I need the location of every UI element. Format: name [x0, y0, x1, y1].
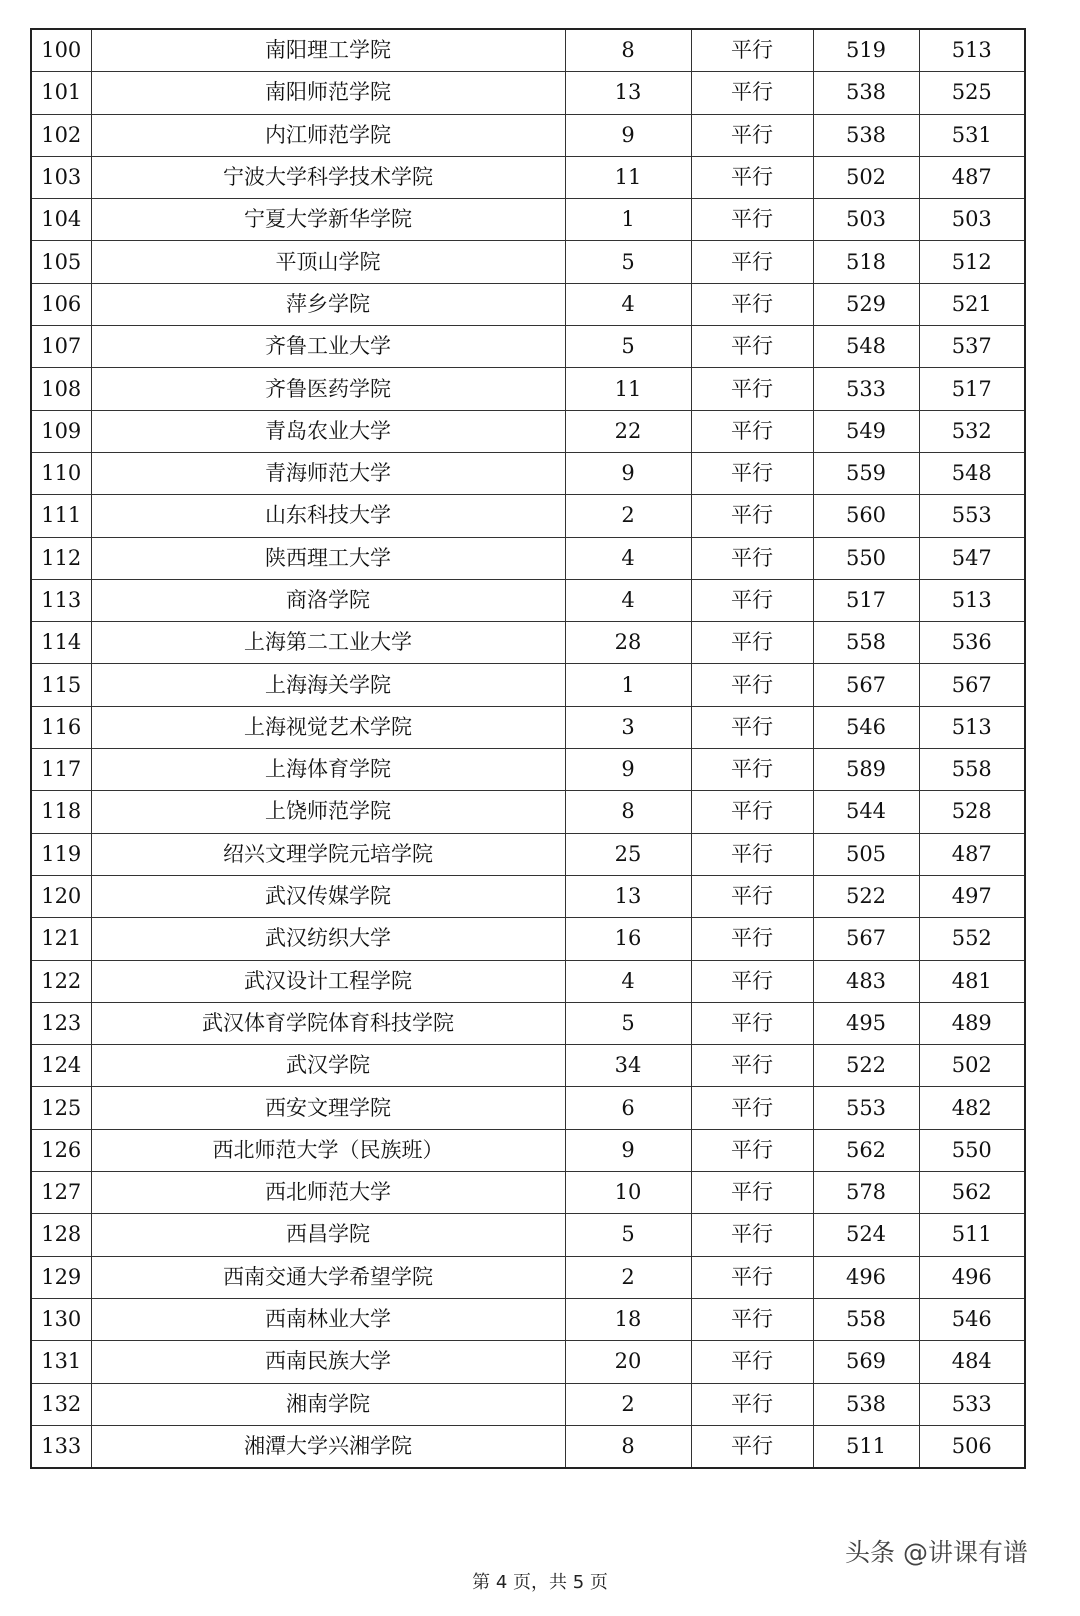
cell-school-name: 平顶山学院 [91, 241, 565, 283]
cell-min-score: 481 [919, 960, 1025, 1002]
cell-plan-count: 1 [565, 664, 691, 706]
cell-index: 111 [31, 495, 91, 537]
cell-school-name: 内江师范学院 [91, 114, 565, 156]
cell-batch-type: 平行 [691, 875, 813, 917]
cell-max-score: 567 [813, 664, 919, 706]
table-row [31, 1129, 1025, 1171]
table-row [31, 1045, 1025, 1087]
cell-min-score: 528 [919, 791, 1025, 833]
cell-school-name: 齐鲁工业大学 [91, 326, 565, 368]
cell-batch-type: 平行 [691, 664, 813, 706]
cell-index: 125 [31, 1087, 91, 1129]
cell-max-score: 533 [813, 368, 919, 410]
cell-max-score: 558 [813, 1298, 919, 1340]
table-row [31, 1256, 1025, 1298]
cell-max-score: 522 [813, 875, 919, 917]
cell-school-name: 萍乡学院 [91, 283, 565, 325]
table-row [31, 749, 1025, 791]
cell-max-score: 518 [813, 241, 919, 283]
table-row [31, 368, 1025, 410]
cell-batch-type: 平行 [691, 1256, 813, 1298]
cell-index: 132 [31, 1383, 91, 1425]
cell-batch-type: 平行 [691, 452, 813, 494]
cell-batch-type: 平行 [691, 199, 813, 241]
cell-school-name: 西北师范大学（民族班） [91, 1129, 565, 1171]
cell-plan-count: 1 [565, 199, 691, 241]
cell-school-name: 武汉传媒学院 [91, 875, 565, 917]
cell-batch-type: 平行 [691, 706, 813, 748]
cell-max-score: 505 [813, 833, 919, 875]
cell-plan-count: 8 [565, 1425, 691, 1468]
cell-min-score: 532 [919, 410, 1025, 452]
cell-index: 117 [31, 749, 91, 791]
cell-batch-type: 平行 [691, 1214, 813, 1256]
table-row [31, 1214, 1025, 1256]
cell-max-score: 524 [813, 1214, 919, 1256]
cell-min-score: 567 [919, 664, 1025, 706]
cell-index: 122 [31, 960, 91, 1002]
cell-school-name: 青海师范大学 [91, 452, 565, 494]
cell-min-score: 496 [919, 1256, 1025, 1298]
cell-school-name: 南阳师范学院 [91, 72, 565, 114]
cell-min-score: 537 [919, 326, 1025, 368]
cell-batch-type: 平行 [691, 410, 813, 452]
cell-max-score: 562 [813, 1129, 919, 1171]
cell-batch-type: 平行 [691, 1002, 813, 1044]
cell-school-name: 武汉学院 [91, 1045, 565, 1087]
cell-plan-count: 3 [565, 706, 691, 748]
cell-school-name: 上海海关学院 [91, 664, 565, 706]
table-row [31, 29, 1025, 72]
cell-school-name: 齐鲁医药学院 [91, 368, 565, 410]
table-row [31, 156, 1025, 198]
cell-max-score: 569 [813, 1341, 919, 1383]
cell-batch-type: 平行 [691, 537, 813, 579]
cell-min-score: 550 [919, 1129, 1025, 1171]
table-row [31, 283, 1025, 325]
cell-batch-type: 平行 [691, 1087, 813, 1129]
cell-plan-count: 16 [565, 918, 691, 960]
cell-min-score: 553 [919, 495, 1025, 537]
cell-max-score: 558 [813, 622, 919, 664]
cell-plan-count: 5 [565, 1002, 691, 1044]
cell-min-score: 547 [919, 537, 1025, 579]
table-row [31, 1425, 1025, 1468]
cell-batch-type: 平行 [691, 1129, 813, 1171]
cell-max-score: 517 [813, 579, 919, 621]
cell-plan-count: 4 [565, 960, 691, 1002]
cell-index: 131 [31, 1341, 91, 1383]
cell-max-score: 522 [813, 1045, 919, 1087]
cell-plan-count: 2 [565, 1383, 691, 1425]
table-row [31, 326, 1025, 368]
cell-plan-count: 8 [565, 791, 691, 833]
cell-school-name: 青岛农业大学 [91, 410, 565, 452]
cell-index: 129 [31, 1256, 91, 1298]
cell-min-score: 531 [919, 114, 1025, 156]
cell-batch-type: 平行 [691, 1298, 813, 1340]
cell-index: 124 [31, 1045, 91, 1087]
cell-index: 112 [31, 537, 91, 579]
table-row [31, 918, 1025, 960]
cell-index: 106 [31, 283, 91, 325]
cell-plan-count: 8 [565, 29, 691, 72]
cell-school-name: 上海第二工业大学 [91, 622, 565, 664]
cell-plan-count: 5 [565, 241, 691, 283]
cell-min-score: 512 [919, 241, 1025, 283]
cell-plan-count: 22 [565, 410, 691, 452]
cell-batch-type: 平行 [691, 114, 813, 156]
cell-index: 110 [31, 452, 91, 494]
cell-index: 114 [31, 622, 91, 664]
cell-batch-type: 平行 [691, 283, 813, 325]
cell-index: 127 [31, 1172, 91, 1214]
table-row [31, 1002, 1025, 1044]
cell-index: 120 [31, 875, 91, 917]
cell-school-name: 湘南学院 [91, 1383, 565, 1425]
cell-min-score: 511 [919, 1214, 1025, 1256]
cell-school-name: 西南林业大学 [91, 1298, 565, 1340]
table-row [31, 706, 1025, 748]
cell-min-score: 562 [919, 1172, 1025, 1214]
table-row [31, 1341, 1025, 1383]
cell-min-score: 533 [919, 1383, 1025, 1425]
cell-min-score: 489 [919, 1002, 1025, 1044]
cell-plan-count: 11 [565, 156, 691, 198]
cell-batch-type: 平行 [691, 1383, 813, 1425]
cell-school-name: 上饶师范学院 [91, 791, 565, 833]
cell-plan-count: 2 [565, 495, 691, 537]
cell-max-score: 560 [813, 495, 919, 537]
cell-max-score: 529 [813, 283, 919, 325]
cell-min-score: 517 [919, 368, 1025, 410]
cell-plan-count: 9 [565, 1129, 691, 1171]
cell-max-score: 519 [813, 29, 919, 72]
cell-index: 130 [31, 1298, 91, 1340]
cell-plan-count: 9 [565, 452, 691, 494]
cell-index: 118 [31, 791, 91, 833]
cell-min-score: 525 [919, 72, 1025, 114]
cell-min-score: 506 [919, 1425, 1025, 1468]
cell-school-name: 西昌学院 [91, 1214, 565, 1256]
cell-index: 100 [31, 29, 91, 72]
cell-batch-type: 平行 [691, 1341, 813, 1383]
table-row [31, 1298, 1025, 1340]
cell-min-score: 497 [919, 875, 1025, 917]
cell-school-name: 西安文理学院 [91, 1087, 565, 1129]
cell-min-score: 487 [919, 833, 1025, 875]
cell-max-score: 578 [813, 1172, 919, 1214]
cell-min-score: 546 [919, 1298, 1025, 1340]
cell-school-name: 武汉体育学院体育科技学院 [91, 1002, 565, 1044]
cell-batch-type: 平行 [691, 1425, 813, 1468]
cell-plan-count: 10 [565, 1172, 691, 1214]
cell-index: 126 [31, 1129, 91, 1171]
watermark-text: 头条 @讲课有谱 [845, 1538, 1028, 1567]
cell-min-score: 503 [919, 199, 1025, 241]
cell-max-score: 589 [813, 749, 919, 791]
cell-index: 104 [31, 199, 91, 241]
table-body [31, 29, 1025, 1468]
cell-plan-count: 13 [565, 72, 691, 114]
cell-school-name: 上海视觉艺术学院 [91, 706, 565, 748]
cell-index: 109 [31, 410, 91, 452]
cell-batch-type: 平行 [691, 791, 813, 833]
cell-index: 101 [31, 72, 91, 114]
cell-batch-type: 平行 [691, 156, 813, 198]
cell-max-score: 559 [813, 452, 919, 494]
cell-max-score: 483 [813, 960, 919, 1002]
cell-batch-type: 平行 [691, 1045, 813, 1087]
cell-school-name: 上海体育学院 [91, 749, 565, 791]
cell-batch-type: 平行 [691, 72, 813, 114]
table-row [31, 452, 1025, 494]
table-row [31, 537, 1025, 579]
cell-max-score: 567 [813, 918, 919, 960]
cell-index: 102 [31, 114, 91, 156]
table-row [31, 622, 1025, 664]
cell-plan-count: 5 [565, 1214, 691, 1256]
cell-max-score: 544 [813, 791, 919, 833]
cell-min-score: 548 [919, 452, 1025, 494]
cell-school-name: 南阳理工学院 [91, 29, 565, 72]
cell-batch-type: 平行 [691, 960, 813, 1002]
cell-max-score: 538 [813, 72, 919, 114]
cell-max-score: 548 [813, 326, 919, 368]
cell-max-score: 503 [813, 199, 919, 241]
table-row [31, 579, 1025, 621]
cell-min-score: 484 [919, 1341, 1025, 1383]
cell-index: 119 [31, 833, 91, 875]
cell-max-score: 511 [813, 1425, 919, 1468]
table-row [31, 875, 1025, 917]
cell-school-name: 湘潭大学兴湘学院 [91, 1425, 565, 1468]
cell-school-name: 武汉设计工程学院 [91, 960, 565, 1002]
table-row [31, 495, 1025, 537]
cell-index: 108 [31, 368, 91, 410]
cell-school-name: 宁波大学科学技术学院 [91, 156, 565, 198]
cell-index: 121 [31, 918, 91, 960]
cell-batch-type: 平行 [691, 29, 813, 72]
cell-batch-type: 平行 [691, 749, 813, 791]
table-row [31, 1172, 1025, 1214]
cell-min-score: 552 [919, 918, 1025, 960]
cell-min-score: 513 [919, 29, 1025, 72]
cell-plan-count: 9 [565, 114, 691, 156]
cell-school-name: 宁夏大学新华学院 [91, 199, 565, 241]
cell-plan-count: 11 [565, 368, 691, 410]
cell-max-score: 496 [813, 1256, 919, 1298]
table-row [31, 72, 1025, 114]
cell-min-score: 558 [919, 749, 1025, 791]
cell-plan-count: 25 [565, 833, 691, 875]
cell-index: 116 [31, 706, 91, 748]
cell-min-score: 502 [919, 1045, 1025, 1087]
cell-max-score: 549 [813, 410, 919, 452]
cell-index: 128 [31, 1214, 91, 1256]
table-row [31, 960, 1025, 1002]
cell-index: 113 [31, 579, 91, 621]
admission-table-container [30, 28, 1024, 1469]
cell-school-name: 西北师范大学 [91, 1172, 565, 1214]
cell-index: 123 [31, 1002, 91, 1044]
cell-max-score: 495 [813, 1002, 919, 1044]
cell-school-name: 山东科技大学 [91, 495, 565, 537]
cell-batch-type: 平行 [691, 495, 813, 537]
cell-school-name: 绍兴文理学院元培学院 [91, 833, 565, 875]
cell-min-score: 536 [919, 622, 1025, 664]
cell-index: 133 [31, 1425, 91, 1468]
table-row [31, 1383, 1025, 1425]
cell-batch-type: 平行 [691, 326, 813, 368]
admission-table [30, 28, 1026, 1469]
table-row [31, 664, 1025, 706]
cell-school-name: 商洛学院 [91, 579, 565, 621]
cell-plan-count: 4 [565, 283, 691, 325]
cell-plan-count: 34 [565, 1045, 691, 1087]
cell-max-score: 538 [813, 114, 919, 156]
cell-index: 107 [31, 326, 91, 368]
cell-batch-type: 平行 [691, 833, 813, 875]
cell-batch-type: 平行 [691, 1172, 813, 1214]
cell-min-score: 487 [919, 156, 1025, 198]
cell-plan-count: 4 [565, 579, 691, 621]
cell-max-score: 550 [813, 537, 919, 579]
table-row [31, 410, 1025, 452]
cell-plan-count: 2 [565, 1256, 691, 1298]
table-row [31, 1087, 1025, 1129]
cell-max-score: 546 [813, 706, 919, 748]
cell-batch-type: 平行 [691, 622, 813, 664]
table-row [31, 241, 1025, 283]
page-number-footer: 第 4 页，共 5 页 [472, 1572, 608, 1593]
cell-plan-count: 4 [565, 537, 691, 579]
cell-max-score: 538 [813, 1383, 919, 1425]
cell-max-score: 553 [813, 1087, 919, 1129]
cell-plan-count: 18 [565, 1298, 691, 1340]
cell-plan-count: 9 [565, 749, 691, 791]
table-row [31, 833, 1025, 875]
cell-min-score: 521 [919, 283, 1025, 325]
cell-plan-count: 20 [565, 1341, 691, 1383]
cell-plan-count: 28 [565, 622, 691, 664]
cell-batch-type: 平行 [691, 579, 813, 621]
cell-school-name: 武汉纺织大学 [91, 918, 565, 960]
table-row [31, 199, 1025, 241]
cell-index: 103 [31, 156, 91, 198]
cell-min-score: 513 [919, 579, 1025, 621]
table-row [31, 114, 1025, 156]
table-row [31, 791, 1025, 833]
cell-max-score: 502 [813, 156, 919, 198]
cell-school-name: 陕西理工大学 [91, 537, 565, 579]
cell-school-name: 西南民族大学 [91, 1341, 565, 1383]
cell-min-score: 482 [919, 1087, 1025, 1129]
cell-plan-count: 6 [565, 1087, 691, 1129]
cell-batch-type: 平行 [691, 918, 813, 960]
cell-school-name: 西南交通大学希望学院 [91, 1256, 565, 1298]
cell-plan-count: 5 [565, 326, 691, 368]
cell-batch-type: 平行 [691, 368, 813, 410]
cell-min-score: 513 [919, 706, 1025, 748]
cell-index: 115 [31, 664, 91, 706]
cell-batch-type: 平行 [691, 241, 813, 283]
cell-index: 105 [31, 241, 91, 283]
cell-plan-count: 13 [565, 875, 691, 917]
